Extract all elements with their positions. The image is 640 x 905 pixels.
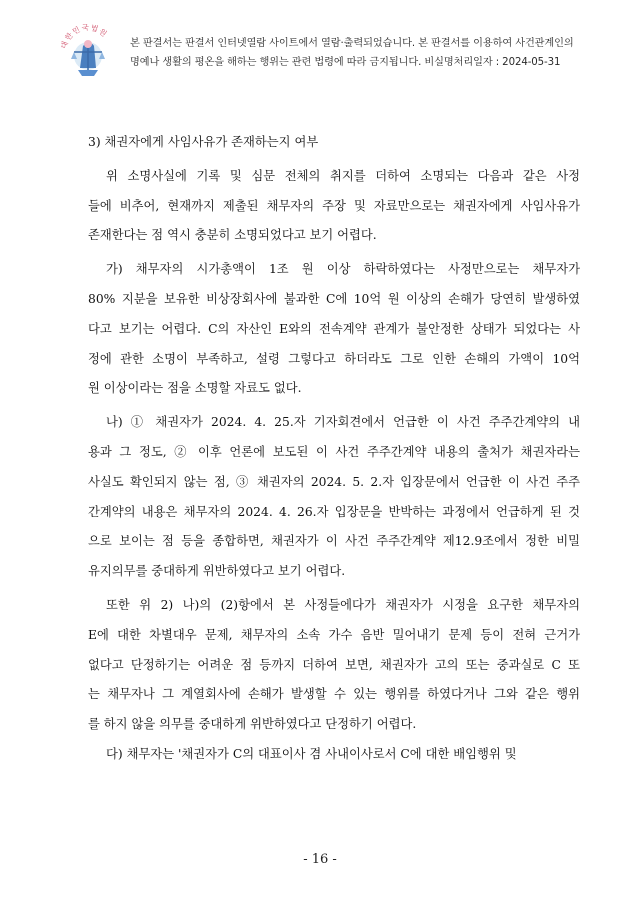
paragraph-4-line-5: 를 하지 않을 의무를 중대하게 위반하였다고 단정하기 어렵다. bbox=[88, 717, 417, 732]
court-notice bbox=[130, 34, 600, 72]
paragraph-1-line-3: 존재한다는 점 역시 충분히 소명되었다고 보기 어렵다. bbox=[88, 228, 377, 243]
page-number: - 16 - bbox=[303, 852, 337, 867]
court-seal-logo bbox=[56, 18, 120, 82]
paragraph-2-line-3: 다고 보기는 어렵다. C의 자산인 E와의 전속계약 관계가 불안정한 상태가 되었다는 사 bbox=[88, 321, 580, 336]
notice-line-2: 명예나 생활의 평온을 해하는 행위는 관련 법령에 따라 금지됩니다. 비실명처리일자 : 2024-05-31 bbox=[130, 57, 561, 68]
paragraph-4-line-2: E에 대한 차별대우 문제, 채무자의 소속 가수 음반 밀어내기 문제 등이 전혀 근거가 bbox=[88, 627, 580, 642]
paragraph-3-line-5: 으로 보이는 점 등을 종합하면, 채권자가 이 사건 주주간계약 제12.9조에서 정한 비밀 bbox=[88, 534, 580, 549]
paragraph-3-line-3: 사실도 확인되지 않는 점, ③ 채권자의 2024. 5. 2.자 입장문에서 언급한 이 사건 주주 bbox=[88, 474, 580, 489]
paragraph-5-line-1: 다) 채무자는 '채권자가 C의 대표이사 겸 사내이사로서 C에 대한 배임행위 및 bbox=[106, 746, 517, 761]
notice-line-1: 본 판결서는 판결서 인터넷열람 사이트에서 열람·출력되었습니다. 본 판결서를 이용하여 사건관계인의 bbox=[130, 38, 574, 49]
section-heading: 3) 채권자에게 사임사유가 존재하는지 여부 bbox=[88, 135, 319, 149]
paragraph-1-line-2: 들에 비추어, 현재까지 제출된 채무자의 주장 및 자료만으로는 채권자에게 사임사유가 bbox=[88, 198, 580, 213]
paragraph-1-line-1: 위 소명사실에 기록 및 심문 전체의 취지를 더하여 소명되는 다음과 같은 사정 bbox=[106, 168, 580, 183]
paragraph-4-line-1: 또한 위 2) 나)의 (2)항에서 본 사정들에다가 채권자가 시정을 요구한 채무자의 bbox=[106, 597, 580, 612]
paragraph-3-line-4: 간계약의 내용은 채무자의 2024. 4. 26.자 입장문을 반박하는 과정에서 언급하게 된 것 bbox=[88, 504, 580, 519]
paragraph-2-line-1: 가) 채무자의 시가총액이 1조 원 이상 하락하였다는 사정만으로는 채무자가 bbox=[106, 262, 580, 277]
svg-text:대한민국법원: 대한민국법원 bbox=[59, 22, 110, 50]
paragraph-3-line-1: 나) ① 채권자가 2024. 4. 25.자 기자회견에서 언급한 이 사건 주주간계약의 내 bbox=[106, 415, 580, 430]
paragraph-2-line-5: 원 이상이라는 점을 소명할 자료도 없다. bbox=[88, 381, 302, 396]
paragraph-2-line-4: 정에 관한 소명이 부족하고, 설령 그렇다고 하더라도 그로 인한 손해의 가액이 10억 bbox=[88, 351, 580, 366]
judgment-body bbox=[88, 128, 580, 770]
document-header bbox=[0, 0, 640, 80]
paragraph-3-line-6: 유지의무를 중대하게 위반하였다고 보기 어렵다. bbox=[88, 564, 346, 579]
paragraph-4-line-4: 는 채무자나 그 계열회사에 손해가 발생할 수 있는 행위를 하였다거나 그와 같은 행위 bbox=[88, 687, 580, 702]
paragraph-2-line-2: 80% 지분을 보유한 비상장회사에 불과한 C에 10억 원 이상의 손해가 당연히 발생하였 bbox=[88, 291, 580, 306]
paragraph-4-line-3: 없다고 단정하기는 어려운 점 등까지 더하여 보면, 채권자가 고의 또는 중과실로 C 또 bbox=[88, 657, 580, 672]
paragraph-3-line-2: 용과 그 정도, ② 이후 언론에 보도된 이 사건 주주간계약 내용의 출처가 채권자라는 bbox=[88, 444, 580, 459]
